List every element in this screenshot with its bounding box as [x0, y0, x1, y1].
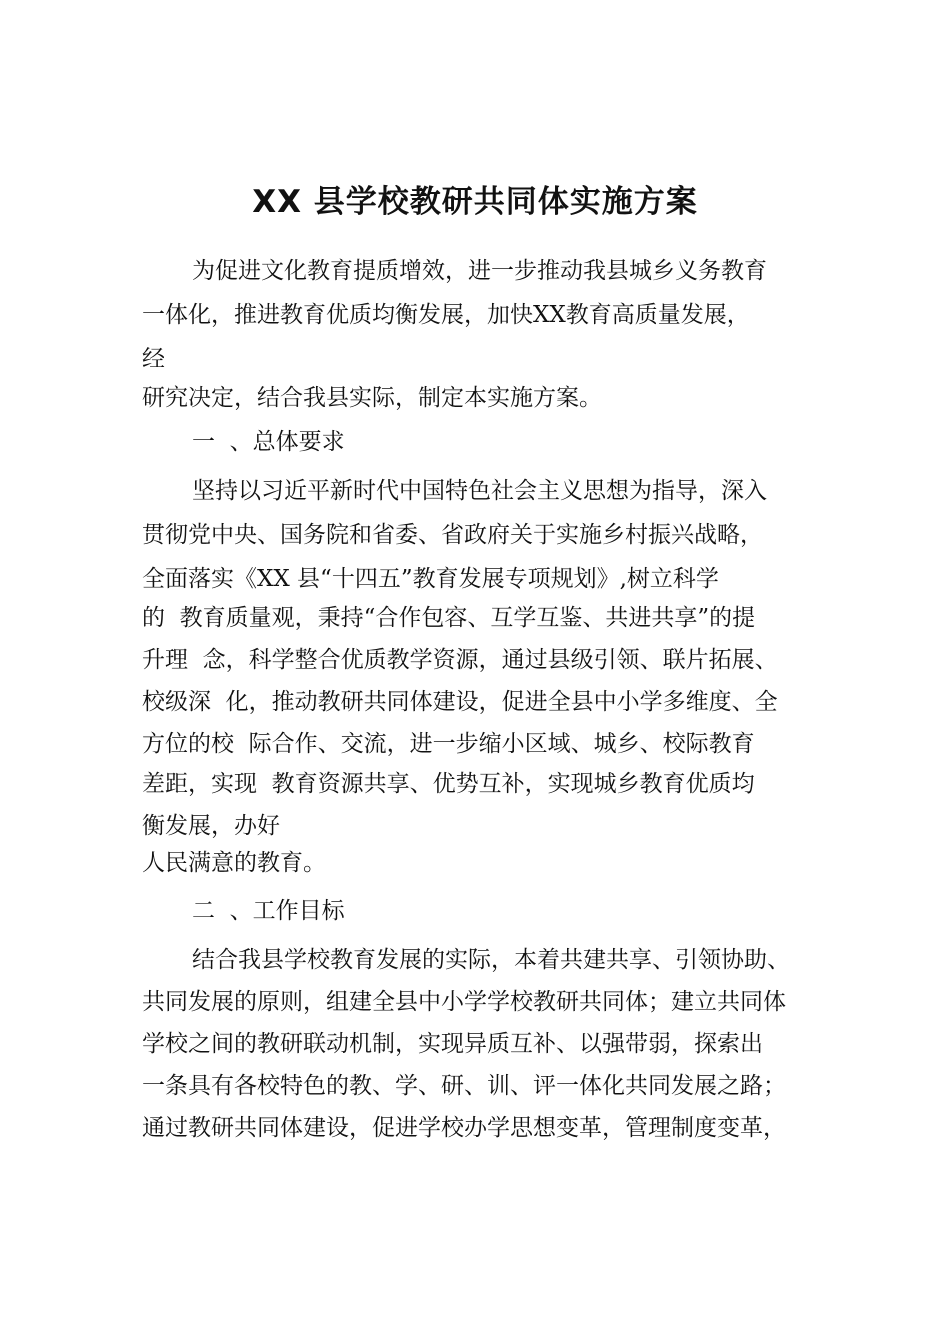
paragraph-line: 为促进文化教育提质增效，进一步推动我县城乡义务教育 — [192, 258, 767, 284]
paragraph-line: 一体化，推进教育优质均衡发展，加快XX教育高质量发展， — [142, 302, 750, 328]
paragraph-line: 全面落实《XX 县“十四五”教育发展专项规划》,树立科学 — [142, 566, 719, 592]
paragraph-line: 通过教研共同体建设，促进学校办学思想变革，管理制度变革， — [142, 1115, 786, 1141]
paragraph-line: 的 教育质量观，秉持“合作包容、互学互鉴、共进共享”的提 — [142, 605, 756, 631]
paragraph-line: 方位的校 际合作、交流，进一步缩小区域、城乡、校际教育 — [142, 731, 755, 757]
paragraph-line: 结合我县学校教育发展的实际，本着共建共享、引领协助、 — [192, 947, 790, 973]
paragraph-line: 研究决定，结合我县实际，制定本实施方案。 — [142, 385, 602, 411]
paragraph-line: 人民满意的教育。 — [142, 850, 326, 876]
paragraph-line: 共同发展的原则，组建全县中小学学校教研共同体；建立共同体 — [142, 989, 786, 1015]
paragraph-line: 差距，实现 教育资源共享、优势互补，实现城乡教育优质均 — [142, 771, 755, 797]
paragraph-line: 衡发展，办好 — [142, 813, 280, 839]
paragraph-line: 升理 念，科学整合优质教学资源，通过县级引领、联片拓展、 — [142, 647, 778, 673]
paragraph-line: 校级深 化，推动教研共同体建设，促进全县中小学多维度、全 — [142, 689, 778, 715]
paragraph-line: 经 — [142, 346, 165, 372]
section-heading: 一 、总体要求 — [192, 429, 345, 455]
section-heading: 二 、工作目标 — [192, 898, 345, 924]
paragraph-line: 贯彻党中央、国务院和省委、省政府关于实施乡村振兴战略， — [142, 522, 763, 548]
document-title: XX 县学校教研共同体实施方案 — [252, 184, 698, 220]
paragraph-line: 一条具有各校特色的教、学、研、训、评一体化共同发展之路； — [142, 1073, 786, 1099]
paragraph-line: 学校之间的教研联动机制，实现异质互补、以强带弱，探索出 — [142, 1031, 763, 1057]
paragraph-line: 坚持以习近平新时代中国特色社会主义思想为指导，深入 — [192, 478, 767, 504]
